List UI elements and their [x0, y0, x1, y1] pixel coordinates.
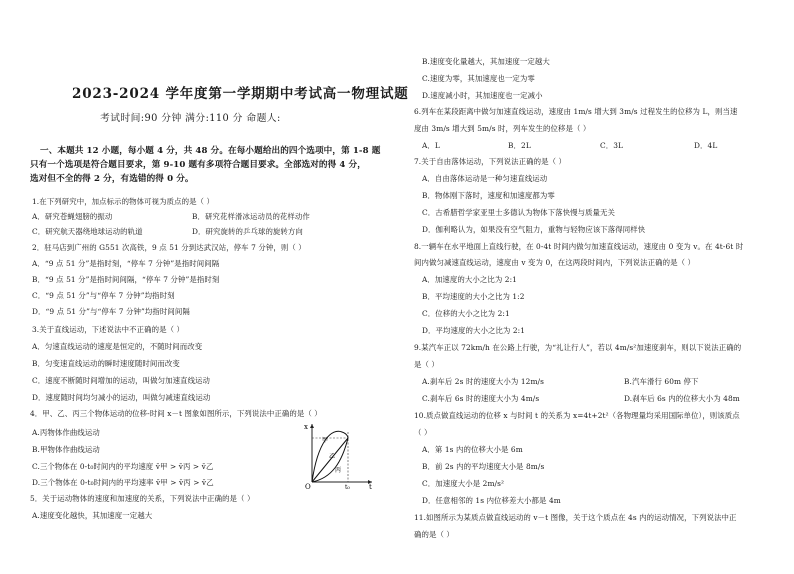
option-line: D．“9 点 51 分”与“停车 7 分钟”均指时间间隔	[32, 307, 190, 316]
option-line: D．平均速度的大小之比为 2:1	[422, 326, 526, 335]
section-instruction-line: 一、本题共 12 小题，每小题 4 分，共 48 分。在每小题给出的四个选项中，第 1-8 题	[40, 146, 381, 156]
graph-x-arrow	[310, 424, 314, 428]
option-line: A．L	[422, 141, 440, 150]
graph-y-label: x	[304, 423, 308, 431]
option-line: D．4L	[694, 141, 718, 150]
question-9-cont: 是（ ）	[414, 360, 439, 369]
option-line: A．“9 点 51 分”是指时刻，“停车 7 分钟”是指时间间隔	[32, 259, 220, 268]
section-instruction-line: 只有一个选项是符合题目要求，第 9-10 题有多项符合题目要求。全部选对的得 4 分，	[30, 160, 366, 170]
question-10: 10.质点做直线运动的位移 x 与时间 t 的关系为 x=4t+2t²（各物理量均采用国际单位），则该质点	[414, 411, 740, 420]
option-line: C.三个物体在 0-t₀时间内的平均速度 v̄甲 > v̄丙 > v̄乙	[32, 462, 214, 471]
section-instruction-line: 选对但不全的得 2 分，有选错的得 0 分。	[30, 174, 194, 184]
question-8-cont: 间内做匀减速直线运动，速度由 v 变为 0，在这两段时间内，下列说法正确的是（ ）	[414, 258, 696, 267]
option-line: D．速度随时间均匀减小的运动，叫做匀减速直线运动	[32, 393, 211, 402]
option-line: B．2L	[508, 141, 531, 150]
option-line: D.速度减小时，其加速度也一定减小	[422, 91, 543, 100]
option-line: A．研究苍蝇翅膀的振动	[32, 212, 113, 221]
option-line: B．平均速度的大小之比为 1:2	[422, 292, 525, 301]
option-line: C．研究航天器绕地球运动的轨道	[32, 227, 143, 236]
option-line: B.甲物体作曲线运动	[32, 445, 100, 454]
option-line: A．加速度的大小之比为 2:1	[422, 275, 517, 284]
graph-jia-label: 甲	[322, 437, 329, 444]
option-line: B．物体刚下落时，速度和加速度都为零	[422, 191, 555, 200]
question-8: 8.一辆车在水平地面上直线行驶，在 0-4t 时间内做匀加速直线运动，速度由 0 变为 v。在 4t-6t 时	[414, 242, 744, 251]
question-1: 1.在下列研究中，加点标示的物体可视为质点的是（ ）	[32, 197, 214, 206]
graph-origin-label: O	[305, 483, 311, 490]
option-line: B.汽车滑行 60m 停下	[624, 377, 699, 386]
option-line: C．3L	[600, 141, 624, 150]
option-line: D．伽利略认为，如果没有空气阻力，重物与轻物应该下落得同样快	[422, 225, 646, 234]
graph-x-label: t	[369, 483, 372, 490]
option-line: C．速度不断随时间增加的运动，叫做匀加速直线运动	[32, 376, 211, 385]
option-line: A．匀速直线运动的速度是恒定的，不随时间而改变	[32, 342, 203, 351]
graph-yi-label: 乙	[329, 453, 336, 460]
question-10-cont: （ ）	[414, 428, 432, 437]
option-line: C.速度为零，其加速度也一定为零	[422, 74, 535, 83]
exam-subtitle: 考试时间:90 分钟 满分:110 分 命题人:	[100, 113, 281, 124]
question-2: 2．驻马店到广州的 G551 次高铁，9 点 51 分到达武汉站，停车 7 分钟，则（ ）	[32, 243, 306, 252]
option-line: C．位移的大小之比为 2:1	[422, 309, 510, 318]
option-line: B．研究花样滑冰运动员的花样动作	[192, 212, 310, 221]
option-line: A．自由落体运动是一种匀速直线运动	[422, 174, 548, 183]
option-line: B．前 2s 内的平均速度大小是 8m/s	[422, 462, 545, 471]
question-3: 3.关于直线运动，下述说法中不正确的是（ ）	[32, 325, 185, 334]
question-11-cont: 确的是（ ）	[414, 530, 454, 539]
graph-t0-label: t₀	[345, 484, 350, 490]
question-5: 5．关于运动物体的速度和加速度的关系，下列说法中正确的是（ ）	[30, 494, 255, 503]
option-line: B．匀变速直线运动的瞬时速度随时间而改变	[32, 359, 180, 368]
option-line: A.丙物体作曲线运动	[32, 428, 100, 437]
option-line: A.刹车后 2s 时的速度大小为 12m/s	[422, 377, 545, 386]
question-6: 6.列车在某段距离中做匀加速直线运动，速度由 1m/s 增大到 3m/s 过程发生的位移为 L，则当速	[414, 107, 738, 116]
option-line: C．古希腊哲学家亚里士多德认为物体下落快慢与质量无关	[422, 208, 616, 217]
question-9: 9.某汽车正以 72km/h 在公路上行驶，为“礼让行人”，若以 4m/s²加速度刹车，则以下说法正确的	[414, 343, 742, 352]
option-line: A.速度变化越快，其加速度一定越大	[32, 511, 153, 520]
question-7: 7.关于自由落体运动，下列说法正确的是（ ）	[414, 157, 567, 166]
exam-title: 2023-2024 学年度第一学期期中考试高一物理试题	[72, 86, 409, 102]
question-4: 4．甲、乙、丙三个物体运动的位移-时间 x－t 图象如图所示，下列说法中正确的是（ ）	[30, 409, 322, 418]
graph-bing-label: 丙	[335, 467, 342, 474]
option-line: B.速度变化量越大，其加速度一定越大	[422, 57, 550, 66]
xt-graph	[298, 420, 376, 490]
question-11: 11.如图所示为某质点做直线运动的 v－t 图像，关于这个质点在 4s 内的运动情况，下列说法中正	[414, 513, 737, 522]
option-line: A．第 1s 内的位移大小是 6m	[422, 445, 523, 454]
option-line: D．任意相邻的 1s 内位移差大小都是 4m	[422, 496, 561, 505]
option-line: C．“9 点 51 分”与“停车 7 分钟”均指时刻	[32, 291, 175, 300]
option-line: D.刹车后 6s 内的位移大小为 48m	[624, 394, 740, 403]
option-line: D．研究旋转的乒乓球的旋转方向	[192, 227, 303, 236]
question-6-cont: 度由 3m/s 增大到 5m/s 时，列车发生的位移是（ ）	[414, 124, 591, 133]
option-line: D.三个物体在 0-t₀时间内的平均速率 v̄甲 > v̄丙 > v̄乙	[32, 478, 214, 487]
option-line: C.刹车后 6s 时的速度大小为 4m/s	[422, 394, 540, 403]
line-yi	[312, 438, 348, 482]
option-line: C．加速度大小是 2m/s²	[422, 479, 505, 488]
option-line: B．“9 点 51 分”是指时间间隔，“停车 7 分钟”是指时刻	[32, 275, 220, 284]
